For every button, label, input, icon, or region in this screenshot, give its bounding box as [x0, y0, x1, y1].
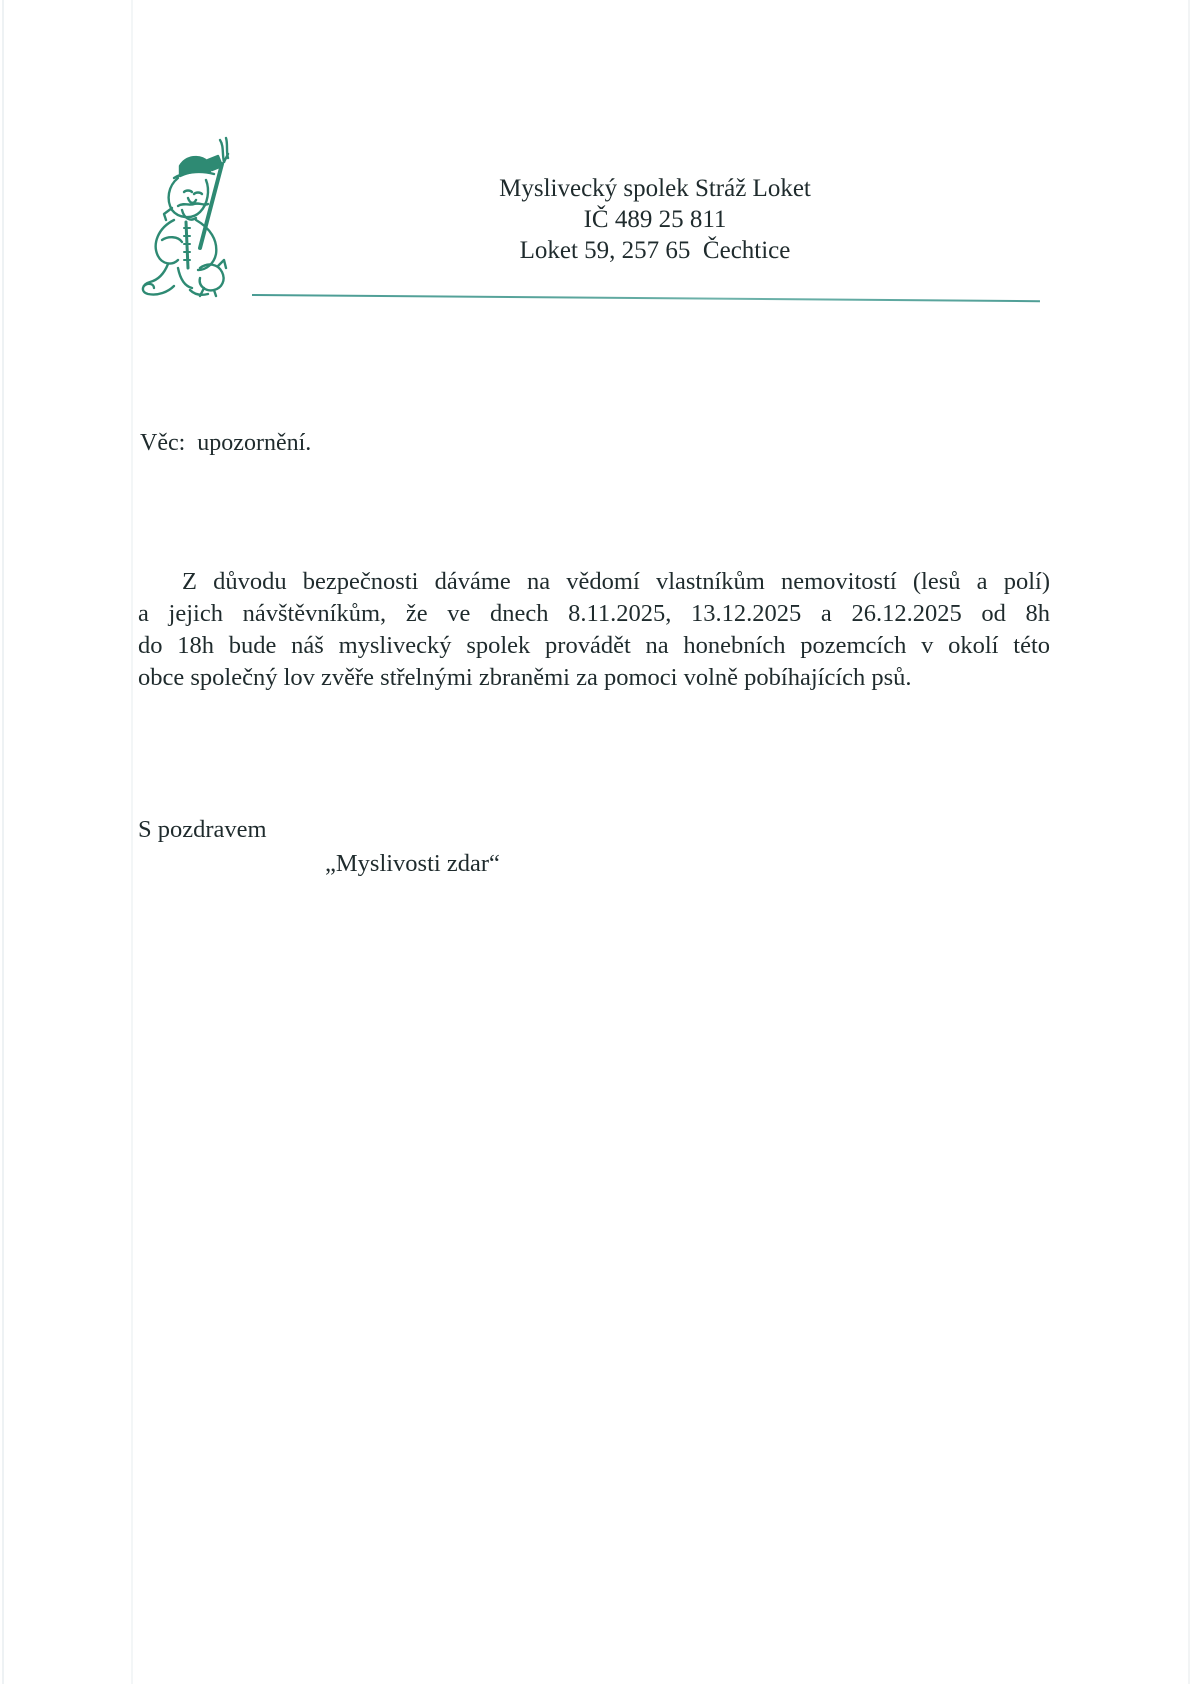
body-line: a jejich návštěvníkům, že ve dnech 8.11.2025, 13.12.2025 a 26.12.2025 od 8h — [138, 600, 1050, 627]
letterhead-divider — [252, 294, 1040, 302]
scan-edge-right — [1188, 0, 1190, 1684]
closing-greeting: S pozdravem — [138, 816, 267, 843]
letterhead — [440, 173, 870, 266]
body-line: Z důvodu bezpečnosti dáváme na vědomí vlastníkům nemovitostí (lesů a polí) — [182, 568, 1050, 595]
body-line: do 18h bude náš myslivecký spolek provádět na honebních pozemcích v okolí této — [138, 632, 1050, 659]
organization-id: IČ 489 25 811 — [583, 206, 727, 233]
hunter-logo-icon — [138, 136, 238, 298]
body-paragraph — [138, 566, 1050, 694]
closing-motto: „Myslivosti zdar“ — [325, 850, 500, 877]
scan-edge-left — [2, 0, 4, 1684]
body-line: obce společný lov zvěře střelnými zbraněmi za pomoci volně pobíhajících psů. — [138, 664, 912, 691]
scan-edge-inner — [131, 0, 133, 1684]
organization-name: Myslivecký spolek Stráž Loket — [499, 175, 811, 202]
subject-line: Věc: upozornění. — [140, 430, 312, 456]
organization-address: Loket 59, 257 65 Čechtice — [519, 237, 791, 264]
